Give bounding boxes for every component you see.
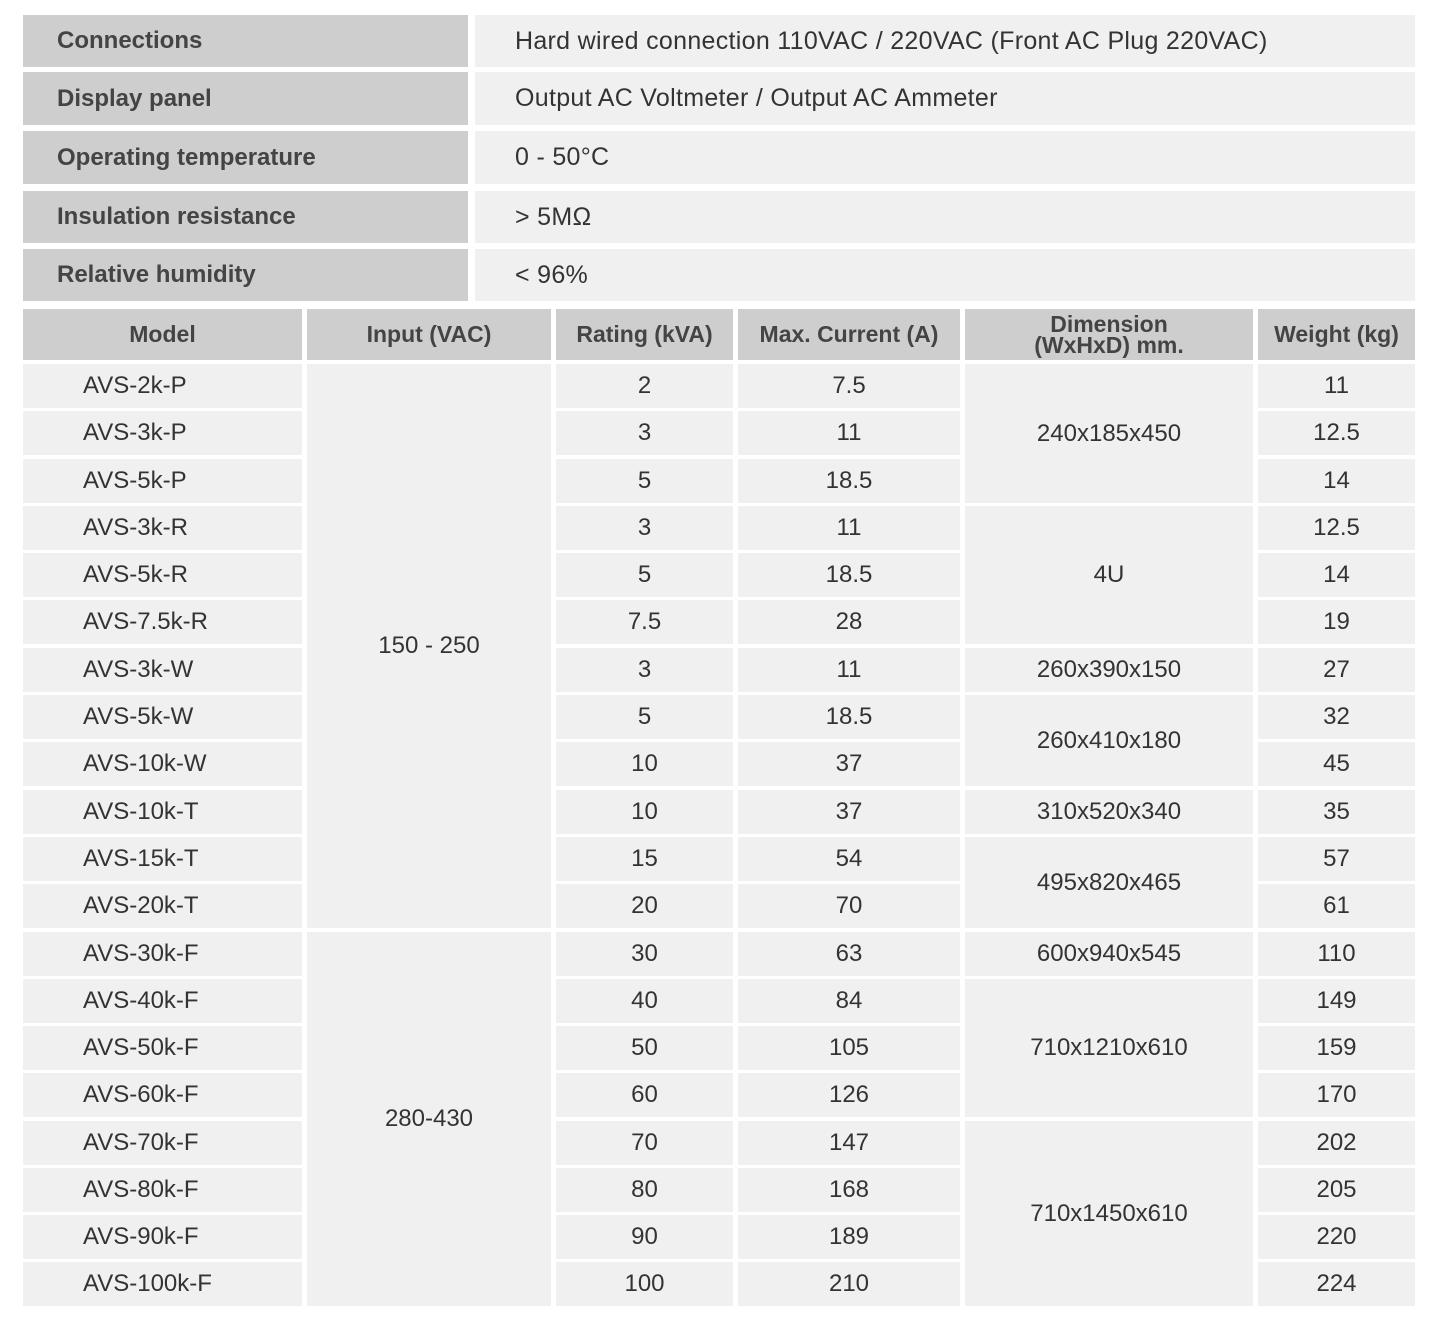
table-cell-current	[738, 979, 960, 1023]
current-value: 37	[835, 798, 863, 825]
current-value: 70	[835, 892, 863, 919]
current-value: 105	[828, 1034, 870, 1061]
table-cell-model	[23, 506, 302, 550]
table-cell-weight	[1258, 600, 1415, 644]
table-cell-model	[23, 884, 302, 928]
model-value: AVS-80k-F	[83, 1176, 199, 1203]
table-cell-model	[23, 1073, 302, 1117]
model-value: AVS-70k-F	[83, 1129, 199, 1156]
header-dimension-line1: Dimension	[1050, 310, 1168, 337]
table-cell-current	[738, 1168, 960, 1212]
header-model-label: Model	[129, 321, 196, 347]
header-input-label: Input (VAC)	[366, 321, 492, 347]
table-cell-current	[738, 648, 960, 692]
table-cell-current	[738, 1026, 960, 1070]
table-cell-rating	[556, 1168, 733, 1212]
table-cell-weight	[1258, 506, 1415, 550]
model-value: AVS-3k-W	[83, 656, 194, 683]
current-value: 18.5	[825, 561, 873, 588]
rating-value: 3	[637, 514, 652, 541]
table-cell-current	[738, 1121, 960, 1165]
current-value: 147	[828, 1129, 870, 1156]
rating-value: 40	[631, 987, 658, 1014]
model-value: AVS-3k-P	[83, 419, 187, 446]
table-cell-rating	[556, 695, 733, 739]
table-cell-model	[23, 742, 302, 786]
table-cell-weight	[1258, 790, 1415, 834]
table-cell-weight	[1258, 411, 1415, 455]
weight-value: 27	[1323, 656, 1350, 683]
weight-value: 14	[1323, 561, 1350, 588]
model-value: AVS-40k-F	[83, 987, 199, 1014]
model-value: AVS-5k-R	[83, 561, 188, 588]
table-cell-rating	[556, 1121, 733, 1165]
rating-value: 10	[631, 798, 658, 825]
table-cell-rating	[556, 932, 733, 976]
header-input	[307, 309, 551, 360]
weight-value: 57	[1323, 845, 1350, 872]
dimension-group-cell	[965, 790, 1253, 834]
current-value: 11	[836, 656, 862, 683]
table-cell-model	[23, 1121, 302, 1165]
header-current	[738, 309, 960, 360]
spec-value-cell	[475, 15, 1415, 67]
table-cell-rating	[556, 1073, 733, 1117]
header-weight	[1258, 309, 1415, 360]
dimension-group-value: 260x390x150	[1036, 656, 1182, 683]
table-cell-model	[23, 364, 302, 408]
table-cell-model	[23, 553, 302, 597]
dimension-group-value: 710x1210x610	[1030, 1034, 1188, 1061]
current-value: 54	[835, 845, 863, 872]
table-cell-weight	[1258, 553, 1415, 597]
weight-value: 170	[1316, 1081, 1357, 1108]
weight-value: 12.5	[1313, 514, 1360, 541]
table-cell-current	[738, 1215, 960, 1259]
table-cell-model	[23, 1168, 302, 1212]
model-value: AVS-60k-F	[83, 1081, 199, 1108]
weight-value: 149	[1316, 987, 1357, 1014]
model-value: AVS-7.5k-R	[83, 608, 208, 635]
current-value: 63	[835, 940, 863, 967]
rating-value: 3	[637, 656, 652, 683]
dimension-group-cell	[965, 932, 1253, 976]
current-value: 168	[828, 1176, 870, 1203]
spec-label-cell	[23, 131, 468, 184]
rating-value: 30	[631, 940, 658, 967]
table-cell-weight	[1258, 1121, 1415, 1165]
current-value: 126	[828, 1081, 870, 1108]
dimension-group-cell	[965, 695, 1253, 786]
dimension-group-value: 240x185x450	[1036, 419, 1182, 447]
dimension-group-cell	[965, 837, 1253, 928]
spec-label: Connections	[57, 27, 203, 54]
current-value: 11	[836, 514, 862, 541]
spec-value-cell	[475, 191, 1415, 243]
table-cell-weight	[1258, 364, 1415, 408]
rating-value: 3	[637, 419, 652, 446]
rating-value: 80	[631, 1176, 658, 1203]
table-cell-current	[738, 459, 960, 503]
weight-value: 35	[1323, 798, 1350, 825]
spec-label-cell	[23, 191, 468, 243]
table-cell-rating	[556, 459, 733, 503]
model-value: AVS-10k-T	[83, 798, 199, 825]
table-cell-model	[23, 1262, 302, 1306]
rating-value: 5	[637, 703, 652, 730]
table-cell-weight	[1258, 459, 1415, 503]
weight-value: 32	[1323, 703, 1350, 730]
rating-value: 60	[631, 1081, 658, 1108]
header-weight-label: Weight (kg)	[1274, 321, 1399, 347]
current-value: 11	[836, 419, 862, 446]
table-cell-current	[738, 742, 960, 786]
current-value: 18.5	[825, 467, 873, 494]
weight-value: 110	[1317, 940, 1356, 967]
table-cell-rating	[556, 1262, 733, 1306]
table-cell-weight	[1258, 837, 1415, 881]
dimension-group-value: 310x520x340	[1036, 798, 1182, 825]
table-cell-rating	[556, 553, 733, 597]
table-cell-rating	[556, 648, 733, 692]
weight-value: 202	[1316, 1129, 1357, 1156]
header-current-label: Max. Current (A)	[759, 321, 939, 347]
table-cell-rating	[556, 600, 733, 644]
model-value: AVS-100k-F	[83, 1270, 212, 1297]
table-cell-weight	[1258, 1026, 1415, 1070]
spec-label: Relative humidity	[57, 261, 256, 288]
rating-value: 90	[631, 1223, 658, 1250]
model-value: AVS-2k-P	[83, 372, 187, 399]
weight-value: 61	[1323, 892, 1350, 919]
model-value: AVS-90k-F	[83, 1223, 199, 1250]
table-cell-model	[23, 648, 302, 692]
table-cell-weight	[1258, 932, 1415, 976]
table-cell-rating	[556, 364, 733, 408]
dimension-group-cell	[965, 1121, 1253, 1306]
dimension-group-value: 260x410x180	[1036, 726, 1182, 754]
model-value: AVS-3k-R	[83, 514, 188, 541]
weight-value: 14	[1323, 467, 1350, 494]
table-cell-model	[23, 600, 302, 644]
model-value: AVS-10k-W	[83, 750, 207, 777]
weight-value: 159	[1316, 1034, 1357, 1061]
table-cell-rating	[556, 742, 733, 786]
table-cell-rating	[556, 837, 733, 881]
rating-value: 70	[631, 1129, 658, 1156]
table-cell-weight	[1258, 1262, 1415, 1306]
current-value: 189	[828, 1223, 870, 1250]
weight-value: 205	[1316, 1176, 1357, 1203]
header-model	[23, 309, 302, 360]
model-value: AVS-20k-T	[83, 892, 199, 919]
table-cell-model	[23, 411, 302, 455]
weight-value: 45	[1323, 750, 1350, 777]
current-value: 37	[835, 750, 863, 777]
spec-value-cell	[475, 249, 1415, 301]
rating-value: 10	[631, 750, 658, 777]
weight-value: 220	[1316, 1223, 1357, 1250]
table-cell-weight	[1258, 1073, 1415, 1117]
table-cell-current	[738, 1262, 960, 1306]
table-cell-rating	[556, 1215, 733, 1259]
spec-label-cell	[23, 15, 468, 67]
spec-value: < 96%	[515, 260, 589, 289]
weight-value: 224	[1316, 1270, 1357, 1297]
input-group-cell	[307, 364, 551, 928]
table-cell-current	[738, 837, 960, 881]
table-cell-rating	[556, 790, 733, 834]
rating-value: 2	[637, 372, 652, 399]
table-cell-current	[738, 553, 960, 597]
spec-value: 0 - 50°C	[515, 143, 610, 171]
table-cell-weight	[1258, 1168, 1415, 1212]
dimension-group-value: 4U	[1093, 561, 1125, 588]
table-cell-rating	[556, 979, 733, 1023]
model-value: AVS-30k-F	[83, 940, 199, 967]
spec-value-cell	[475, 72, 1415, 125]
header-rating	[556, 309, 733, 360]
table-cell-rating	[556, 884, 733, 928]
input-group-value: 280-430	[384, 1105, 474, 1132]
current-value: 18.5	[825, 703, 873, 730]
spec-value: Output AC Voltmeter / Output AC Ammeter	[515, 84, 998, 112]
weight-value: 19	[1323, 608, 1350, 635]
spec-value: Hard wired connection 110VAC / 220VAC (Front AC Plug 220VAC)	[515, 26, 1268, 55]
model-value: AVS-50k-F	[83, 1034, 199, 1061]
weight-value: 12.5	[1313, 419, 1360, 446]
dimension-group-cell	[965, 979, 1253, 1117]
rating-value: 7.5	[627, 608, 662, 635]
rating-value: 20	[631, 892, 658, 919]
current-value: 7.5	[832, 372, 866, 399]
table-cell-model	[23, 695, 302, 739]
table-cell-weight	[1258, 648, 1415, 692]
spec-value-cell	[475, 131, 1415, 184]
spec-label-cell	[23, 72, 468, 125]
header-dimension-line2: (WxHxD) mm.	[1034, 331, 1184, 358]
rating-value: 15	[631, 845, 658, 872]
rating-value: 5	[637, 467, 652, 494]
weight-value: 11	[1324, 372, 1349, 399]
table-cell-model	[23, 837, 302, 881]
dimension-group-value: 600x940x545	[1036, 940, 1182, 967]
dimension-group-cell	[965, 648, 1253, 692]
dimension-group-value: 495x820x465	[1036, 868, 1182, 896]
table-cell-current	[738, 695, 960, 739]
table-cell-current	[738, 790, 960, 834]
spec-label: Insulation resistance	[57, 203, 296, 230]
table-cell-current	[738, 600, 960, 644]
model-value: AVS-15k-T	[83, 845, 199, 872]
dimension-group-cell	[965, 364, 1253, 503]
rating-value: 100	[624, 1270, 665, 1297]
table-cell-model	[23, 790, 302, 834]
table-cell-current	[738, 411, 960, 455]
table-cell-current	[738, 932, 960, 976]
spec-label: Display panel	[57, 84, 212, 112]
table-cell-current	[738, 506, 960, 550]
current-value: 28	[835, 608, 863, 635]
current-value: 210	[828, 1270, 870, 1297]
header-dimension	[965, 309, 1253, 360]
current-value: 84	[835, 987, 863, 1014]
header-rating-label: Rating (kVA)	[576, 321, 713, 347]
table-cell-weight	[1258, 1215, 1415, 1259]
table-cell-weight	[1258, 884, 1415, 928]
table-cell-rating	[556, 1026, 733, 1070]
rating-value: 50	[631, 1034, 658, 1061]
table-cell-model	[23, 932, 302, 976]
table-cell-current	[738, 1073, 960, 1117]
spec-label: Operating temperature	[57, 143, 316, 171]
table-cell-current	[738, 884, 960, 928]
rating-value: 5	[637, 561, 652, 588]
dimension-group-cell	[965, 506, 1253, 644]
input-group-cell	[307, 932, 551, 1306]
spec-value: > 5MΩ	[515, 202, 592, 231]
table-cell-model	[23, 1215, 302, 1259]
table-cell-rating	[556, 506, 733, 550]
input-group-value: 150 - 250	[378, 632, 480, 659]
model-value: AVS-5k-W	[83, 703, 194, 730]
model-value: AVS-5k-P	[83, 467, 187, 494]
table-cell-current	[738, 364, 960, 408]
table-cell-weight	[1258, 979, 1415, 1023]
table-cell-weight	[1258, 695, 1415, 739]
table-cell-model	[23, 979, 302, 1023]
spec-label-cell	[23, 249, 468, 301]
table-cell-rating	[556, 411, 733, 455]
table-cell-weight	[1258, 742, 1415, 786]
dimension-group-value: 710x1450x610	[1030, 1199, 1188, 1227]
table-cell-model	[23, 1026, 302, 1070]
table-cell-model	[23, 459, 302, 503]
